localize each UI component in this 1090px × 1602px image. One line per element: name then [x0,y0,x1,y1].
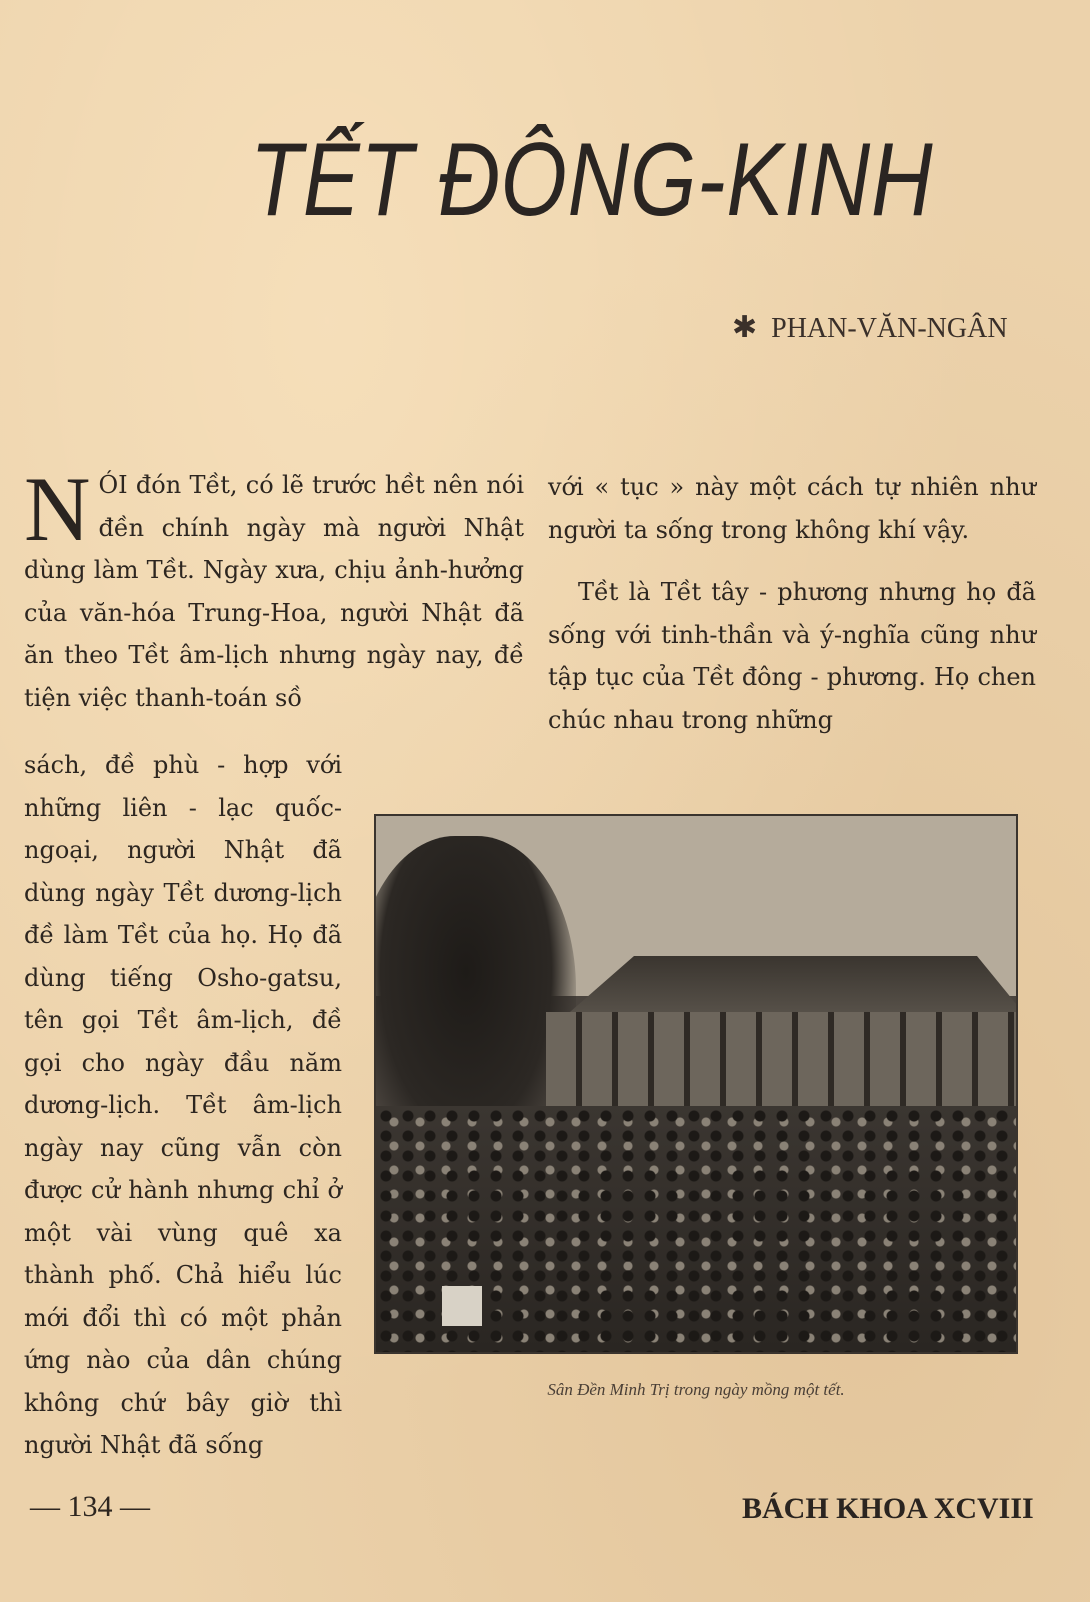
article-column-right [548,466,1036,741]
article-column-left-bottom [24,744,342,1467]
journal-name: BÁCH KHOA XCVIII [742,1492,1034,1525]
article-column-left-top [24,458,524,719]
article-paragraph-continued: sách, đề phù - hợp với những liên - lạc quốc-ngoại, người Nhật đã dùng ngày Tềt dương-lịch đề làm Tềt của họ. Họ đã dùng tiếng Osho-gatsu, tên gọi Tềt âm-lịch, đề gọi cho ngày đầu năm dương-lịch. Tềt âm-lịch ngày nay cũng vẫn còn được cử hành nhưng chỉ ở một vài vùng quê xa thành phố. Chả hiểu lúc mới đổi thì có một phản ứng nào của dân chúng không chứ bây giờ thì người Nhật đã sống [24,751,342,1459]
star-icon: ✱ [732,311,758,344]
drop-cap: N [24,458,91,560]
article-paragraph-intro: ÓI đón Tềt, có lẽ trước hềt nên nói đền chính ngày mà người Nhật dùng làm Tềt. Ngày xưa, chịu ảnh-hưởng của văn-hóa Trung-Hoa, người Nhật đã ăn theo Tềt âm-lịch nhưng ngày nay, đề tiện việc thanh-toán sồ [24,471,524,712]
photo-sign [442,1286,482,1326]
page-number: — 134 — [30,1490,150,1523]
shrine-crowd-photo [376,816,1016,1352]
article-title: TẾT ĐÔNG-KINH [250,122,934,238]
author-byline [732,310,1008,345]
article-paragraph-right-2: Tềt là Tềt tây - phương nhưng họ đã sống với tinh-thần và ý-nghĩa cũng như tập tục của Tềt đông - phương. Họ chen chúc nhau trong những [548,578,1036,734]
article-paragraph-right-1: với « tục » này một cách tự nhiên như người ta sống trong không khí vậy. [548,473,1036,544]
author-name: PHAN-VĂN-NGÂN [771,313,1008,344]
photo-caption: Sân Đền Minh Trị trong ngày mồng một tết. [547,1380,845,1399]
